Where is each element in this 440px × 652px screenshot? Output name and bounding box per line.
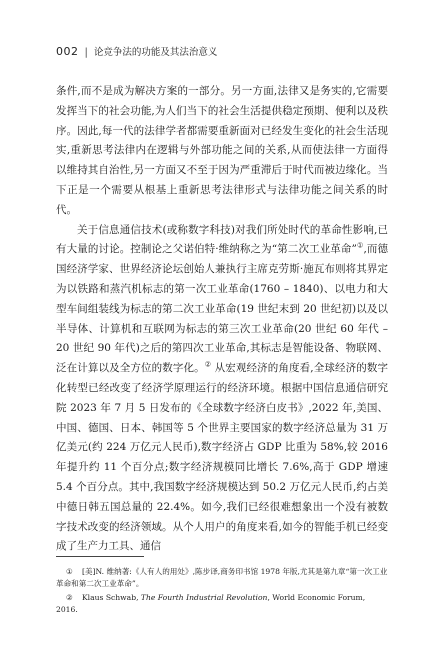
paragraph-text-part: 从宏观经济的角度看,全球经济的数字化转型已经改变了经济学原理运行的经济环境。根据中国信息通信研究院 2023 年 7 月 5 日发布的《全球数字经济白皮书》,2022 年,美国、中国、德国、日本、韩国等 5 个世界主要国家的数字经济总量为 31 万亿美元(约 224 万亿元人民币),数字经济占 GDP 比重为 58%,较 2016 年提升约 11 个百分点;数字经济规模同比增长 7.6%,高于 GDP 增速 5.4 个百分点。其中,我国数字经济规模达到 50.2 万亿元人民币,约占美中德日韩五国总量的 22.4%。如今,我们已经很难想象出一个没有被数字技术改变的经济领域。从个人用户的角度来看,如今的智能手机已经变成了生产力工具、通信 (56, 362, 388, 553)
footnote-book-title: The Fourth Industrial Revolution (140, 593, 268, 602)
footnote-marker: ② (66, 593, 73, 602)
running-header (56, 44, 217, 58)
page-number: 002 (56, 45, 79, 58)
paragraph-text-part: ,而德国经济学家、世界经济论坛创始人兼执行主席克劳斯·施瓦布则将其界定为以铁路和蒸汽机标志的第一次工业革命(1760 – 1840)、以电力和大型车间组装线为标志的第二次工业革命(19 世纪末到 20 世纪初)以及以半导体、计算机和互联网为标志的第三次工业革命(20 世纪 60 年代 – 20 世纪 90 年代)之后的第四次工业革命,其标志是智能设备、物联网、泛在计算以及全方位的数字化。 (56, 243, 389, 375)
footnote-divider (56, 556, 144, 557)
footnote-ref-1[interactable]: ① (356, 241, 364, 250)
running-title: 论竞争法的功能及其法治意义 (93, 47, 218, 58)
paragraph-continued: 条件,而不是成为解决方案的一部分。另一方面,法律又是务实的,它需要发挥当下的社会功能,为人们当下的社会生活提供稳定预期、便利以及秩序。因此,每一代的法律学者都需要重新面对已经发生变化的社会生活现实,重新思考法律内在逻辑与外部功能之间的关系,从而使法律一方面得以维持其自治性,另一方面又不至于因为严重滞后于时代而被边缘化。当下正是一个需要从根基上重新思考法律形式与法律功能之间关系的时代。 (56, 85, 388, 216)
footnote-text: [美]N. 维纳著:《人有人的用处》,陈步译,商务印书馆 1978 年版,尤其是第九章“第一次工业革命和第二次工业革命”。 (56, 567, 388, 588)
paragraph-text-part: 关于信息通信技术(或称数字科技)对我们所处时代的革命性影响,已有大量的讨论。控制论之父诺伯特·维纳称之为“第二次工业革命” (56, 223, 388, 256)
header-separator: | (84, 47, 88, 58)
footnote-2 (56, 592, 388, 616)
footnotes (56, 566, 388, 618)
footnote-ref-2[interactable]: ② (204, 360, 212, 369)
footnote-publication: , World Economic Forum, 2016. (56, 593, 366, 614)
footnote-marker: ① (66, 567, 73, 576)
footnote-author: Klaus Schwab, (82, 593, 141, 602)
footnote-1 (56, 566, 388, 590)
body-text (56, 82, 388, 557)
paragraph-ict-revolution (56, 221, 388, 558)
